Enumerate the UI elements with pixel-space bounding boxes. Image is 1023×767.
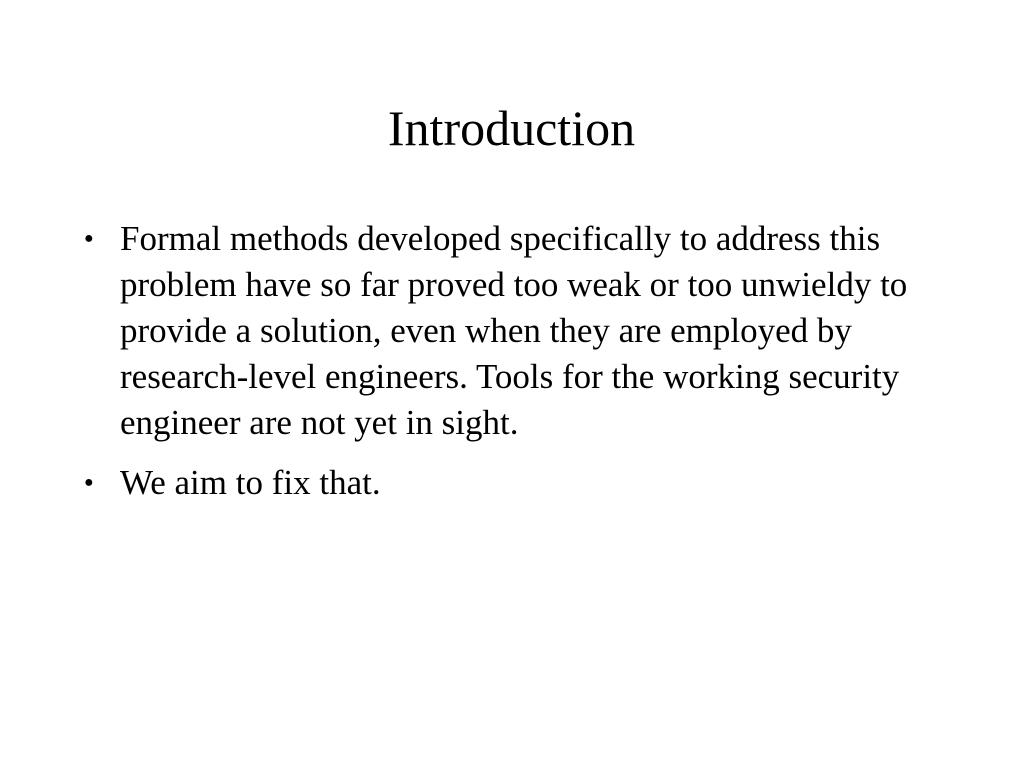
- bullet-text: Formal methods developed specifically to address this problem have so far proved too weak or too unwieldy to provide a solution, even when they are employed by research-level engineers. Tools for the working security engineer are not yet in sight.: [120, 219, 908, 442]
- slide-title: Introduction: [387, 100, 636, 156]
- bullet-text: We aim to fix that.: [120, 463, 381, 502]
- bullet-item: [84, 460, 964, 506]
- bullet-icon: ●: [84, 230, 94, 247]
- bullet-item: [84, 216, 964, 446]
- bullet-icon: ●: [84, 474, 94, 491]
- bullet-list: [84, 216, 964, 520]
